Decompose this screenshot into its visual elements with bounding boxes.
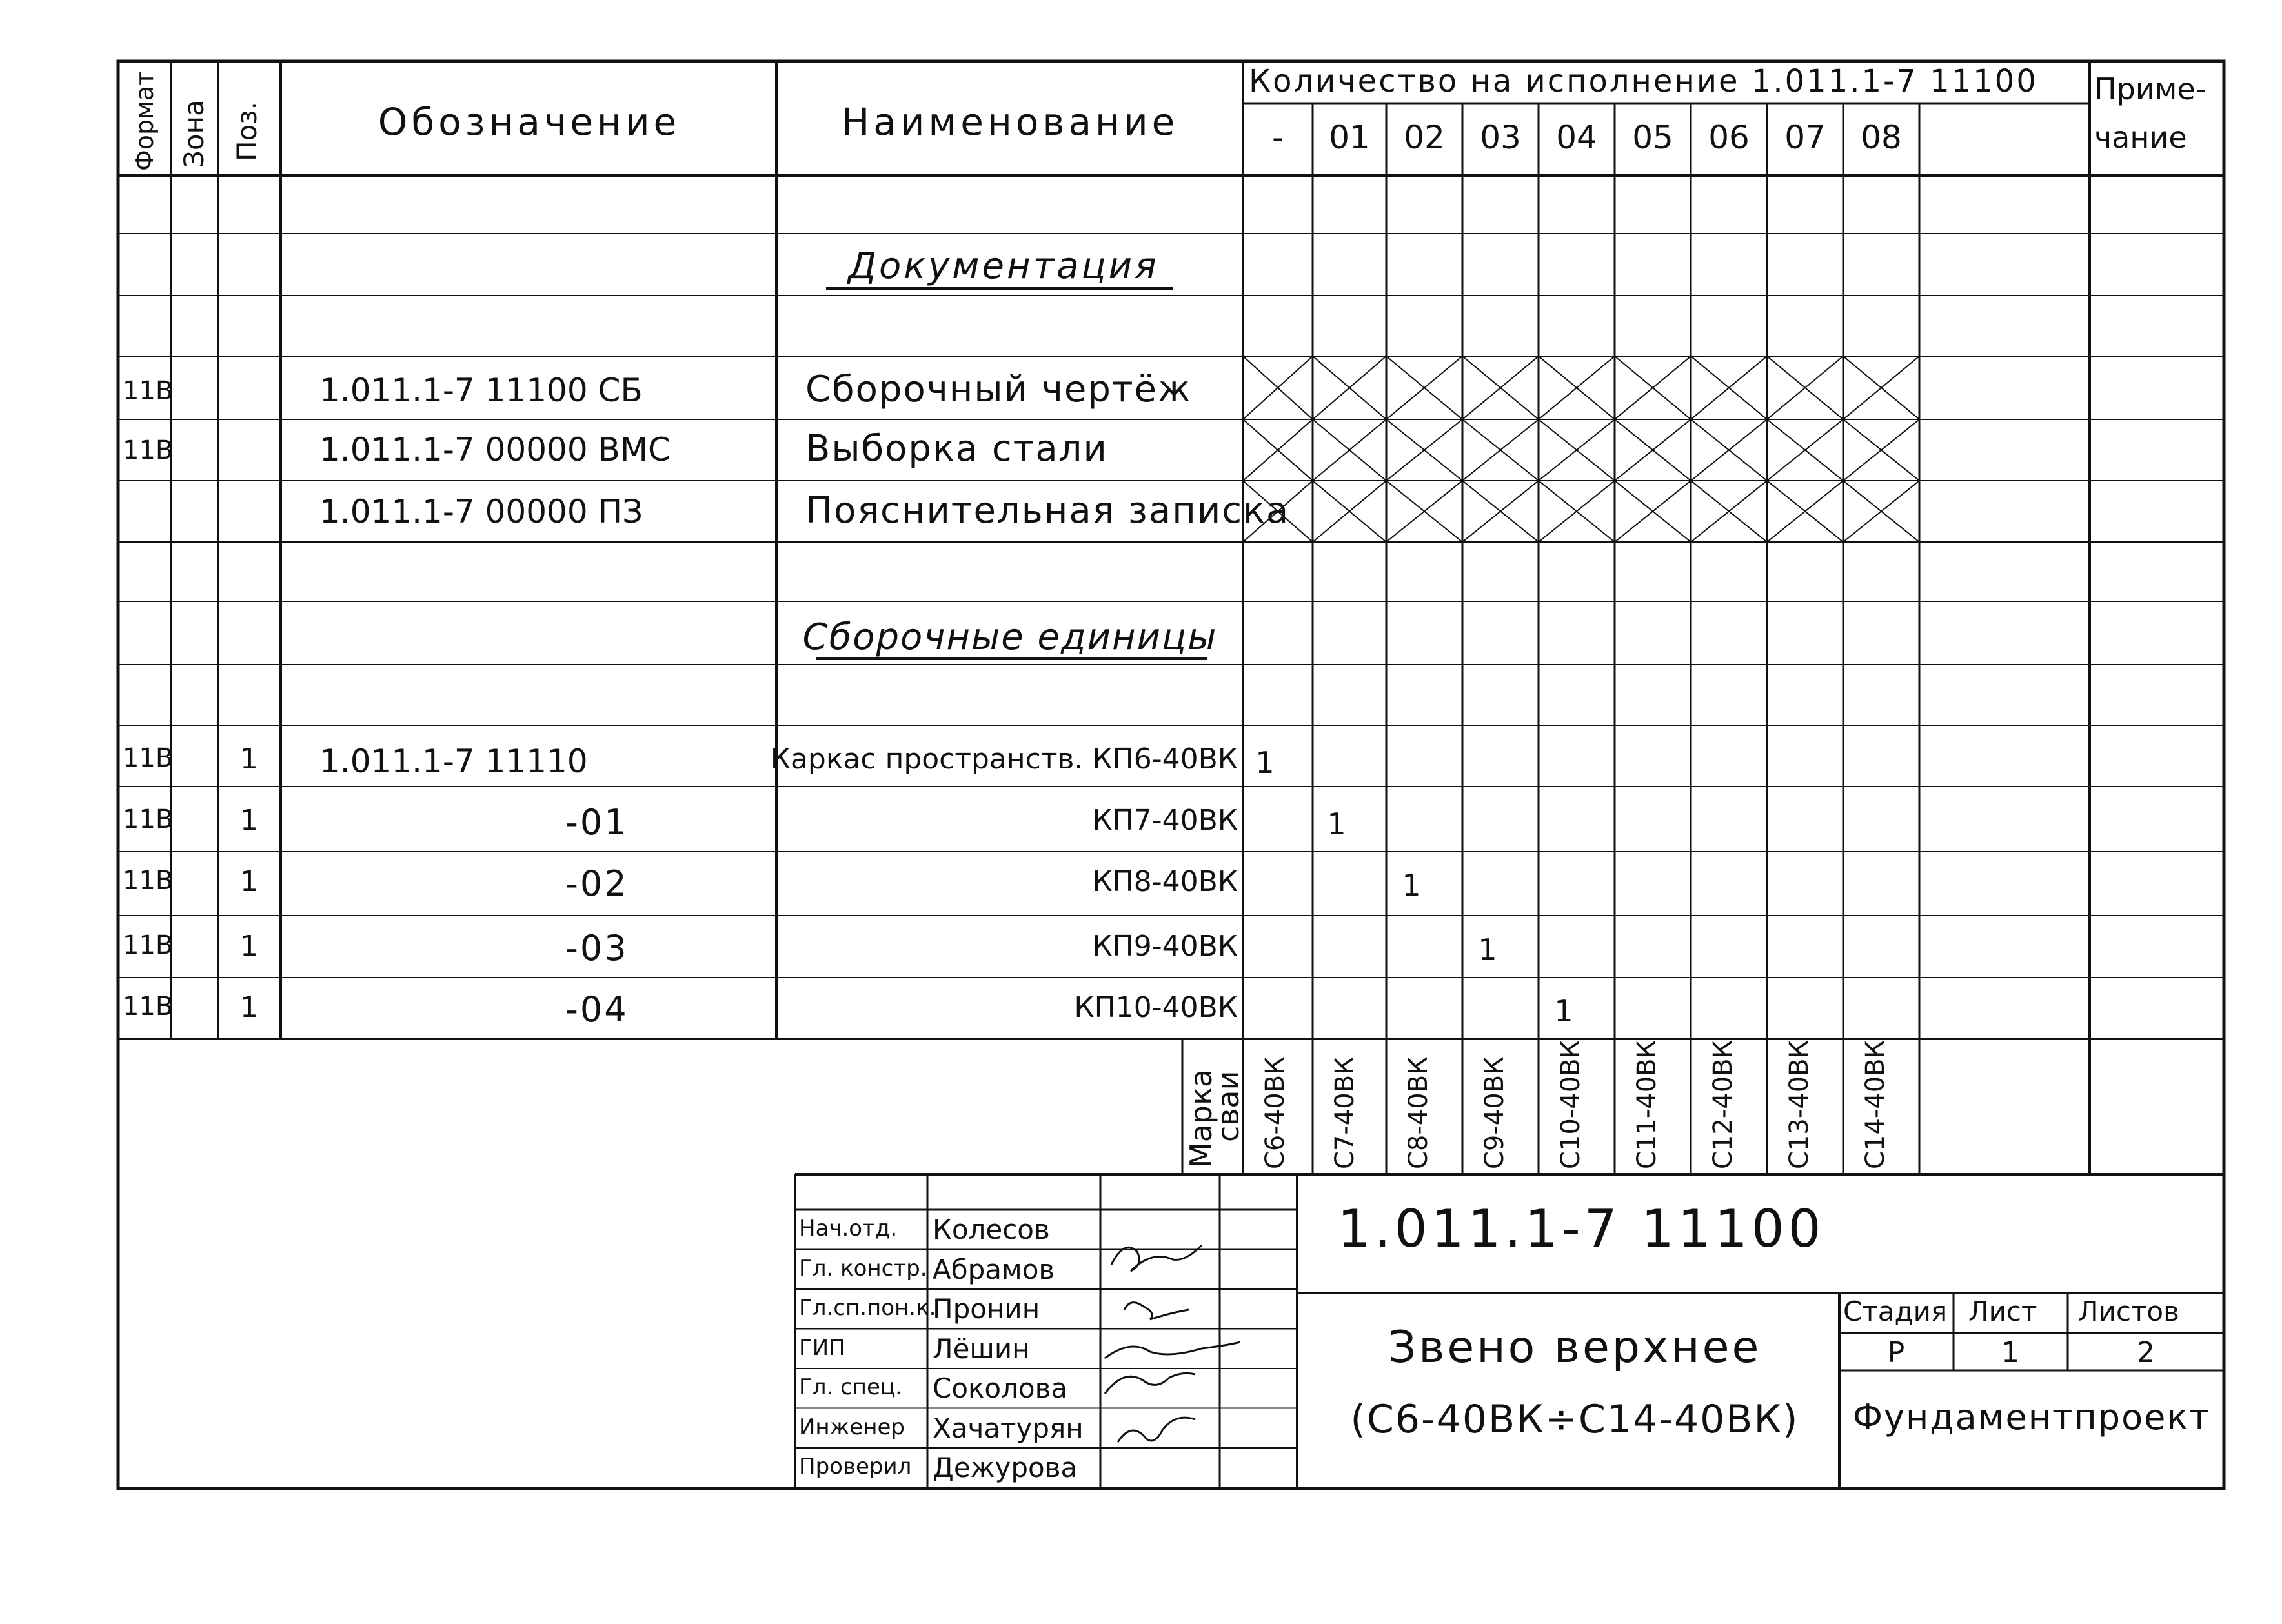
- document-title-line2: (С6-40ВК÷С14-40ВК): [1350, 1397, 1799, 1442]
- pile-mark-3: С9-40ВК: [1480, 1056, 1510, 1169]
- variant-header-2: 02: [1404, 119, 1445, 156]
- pile-mark-8: С14-40ВК: [1861, 1040, 1890, 1169]
- assembly-name: КП7-40ВК: [1092, 804, 1238, 837]
- pile-mark-4: С10-40ВК: [1556, 1040, 1586, 1169]
- sheets-value: 2: [2137, 1336, 2155, 1369]
- section-documentation: Документация: [848, 245, 1159, 287]
- document-name: Выборка стали: [805, 428, 1108, 470]
- stage-value: Р: [1887, 1336, 1905, 1369]
- assembly-pos: 1: [240, 991, 258, 1024]
- pile-mark-label-line2: сваи: [1211, 1070, 1246, 1142]
- pile-mark-7: С13-40ВК: [1784, 1040, 1814, 1169]
- assembly-name: КП8-40ВК: [1092, 865, 1238, 898]
- pile-mark-label-line1: Марка: [1184, 1068, 1218, 1168]
- assembly-name: Каркас пространств. КП6-40ВК: [770, 743, 1238, 776]
- variant-header-3: 03: [1480, 119, 1521, 156]
- signer-role: Гл. констр.: [799, 1255, 927, 1281]
- header-quantity-group: Количество на исполнение 1.011.1-7 11100: [1249, 63, 2038, 99]
- variant-header-6: 06: [1708, 119, 1750, 156]
- header-designation: Обозначение: [378, 100, 681, 144]
- document-designation: 1.011.1-7 00000 ВМС: [319, 431, 671, 468]
- pile-mark-0: С6-40ВК: [1260, 1056, 1290, 1169]
- assembly-format: 11В: [123, 930, 174, 960]
- document-format: 11В: [123, 436, 174, 465]
- signer-role: Гл. спец.: [799, 1374, 902, 1400]
- signer-role: Проверил: [799, 1454, 912, 1479]
- header-note-line1: Приме-: [2094, 72, 2206, 106]
- assembly-format: 11В: [123, 992, 174, 1021]
- document-designation: 1.011.1-7 11100 СБ: [319, 372, 643, 409]
- assembly-pos: 1: [240, 743, 258, 776]
- assembly-format: 11В: [123, 866, 174, 896]
- variant-header-0: -: [1271, 119, 1284, 156]
- sheets-label: Листов: [2078, 1296, 2179, 1327]
- organization-name: Фундаментпроект: [1852, 1397, 2211, 1438]
- pile-mark-5: С11-40ВК: [1632, 1040, 1662, 1169]
- document-title-line1: Звено верхнее: [1388, 1322, 1762, 1373]
- assembly-format: 11В: [123, 743, 174, 773]
- header-name: Наименование: [841, 100, 1179, 144]
- assembly-qty: 1: [1554, 994, 1573, 1028]
- pile-mark-6: С12-40ВК: [1708, 1040, 1738, 1169]
- signer-role: Нач.отд.: [799, 1216, 898, 1241]
- assembly-qty: 1: [1327, 807, 1346, 841]
- assembly-designation: -03: [565, 928, 629, 968]
- signer-role: Инженер: [799, 1414, 905, 1440]
- document-code: 1.011.1-7 11100: [1337, 1199, 1825, 1259]
- header-note-line2: чание: [2094, 120, 2187, 155]
- signer-name: Лёшин: [933, 1332, 1030, 1365]
- header-zone: Зона: [178, 99, 210, 168]
- assembly-pos: 1: [240, 865, 258, 898]
- variant-header-5: 05: [1632, 119, 1673, 156]
- signer-name: Дежурова: [933, 1452, 1078, 1483]
- signer-role: Гл.сп.пон.к.: [799, 1295, 936, 1321]
- sheet-label: Лист: [1968, 1296, 2037, 1327]
- pile-mark-2: С8-40ВК: [1404, 1056, 1433, 1169]
- signer-name: Колесов: [933, 1214, 1050, 1245]
- pile-mark-1: С7-40ВК: [1330, 1056, 1360, 1169]
- assembly-designation: 1.011.1-7 11110: [319, 743, 588, 780]
- assembly-qty: 1: [1255, 745, 1275, 780]
- assembly-designation: -02: [565, 863, 629, 904]
- variant-header-4: 04: [1556, 119, 1597, 156]
- assembly-designation: -01: [565, 802, 629, 843]
- stage-label: Стадия: [1843, 1296, 1948, 1327]
- assembly-pos: 1: [240, 804, 258, 837]
- document-designation: 1.011.1-7 00000 ПЗ: [319, 493, 643, 530]
- document-name: Пояснительная записка: [805, 490, 1290, 532]
- signer-name: Соколова: [933, 1372, 1068, 1404]
- signer-name: Абрамов: [933, 1253, 1055, 1285]
- variant-header-1: 01: [1329, 119, 1370, 156]
- assembly-designation: -04: [565, 989, 629, 1030]
- signer-name: Пронин: [933, 1293, 1040, 1325]
- assembly-format: 11В: [123, 805, 174, 834]
- assembly-qty: 1: [1402, 868, 1421, 903]
- sheet-value: 1: [2001, 1336, 2019, 1369]
- signer-role: ГИП: [799, 1334, 845, 1361]
- header-format: Формат: [130, 71, 159, 171]
- document-name: Сборочный чертёж: [805, 368, 1192, 410]
- assembly-qty: 1: [1478, 932, 1497, 967]
- section-assembly-units: Сборочные единицы: [802, 616, 1218, 658]
- header-pos: Поз.: [231, 101, 263, 161]
- document-format: 11В: [123, 376, 174, 406]
- variant-header-8: 08: [1861, 119, 1902, 156]
- signer-name: Хачатурян: [933, 1412, 1084, 1444]
- assembly-name: КП9-40ВК: [1092, 930, 1238, 963]
- variant-header-7: 07: [1784, 119, 1826, 156]
- assembly-pos: 1: [240, 930, 258, 963]
- assembly-name: КП10-40ВК: [1074, 991, 1238, 1024]
